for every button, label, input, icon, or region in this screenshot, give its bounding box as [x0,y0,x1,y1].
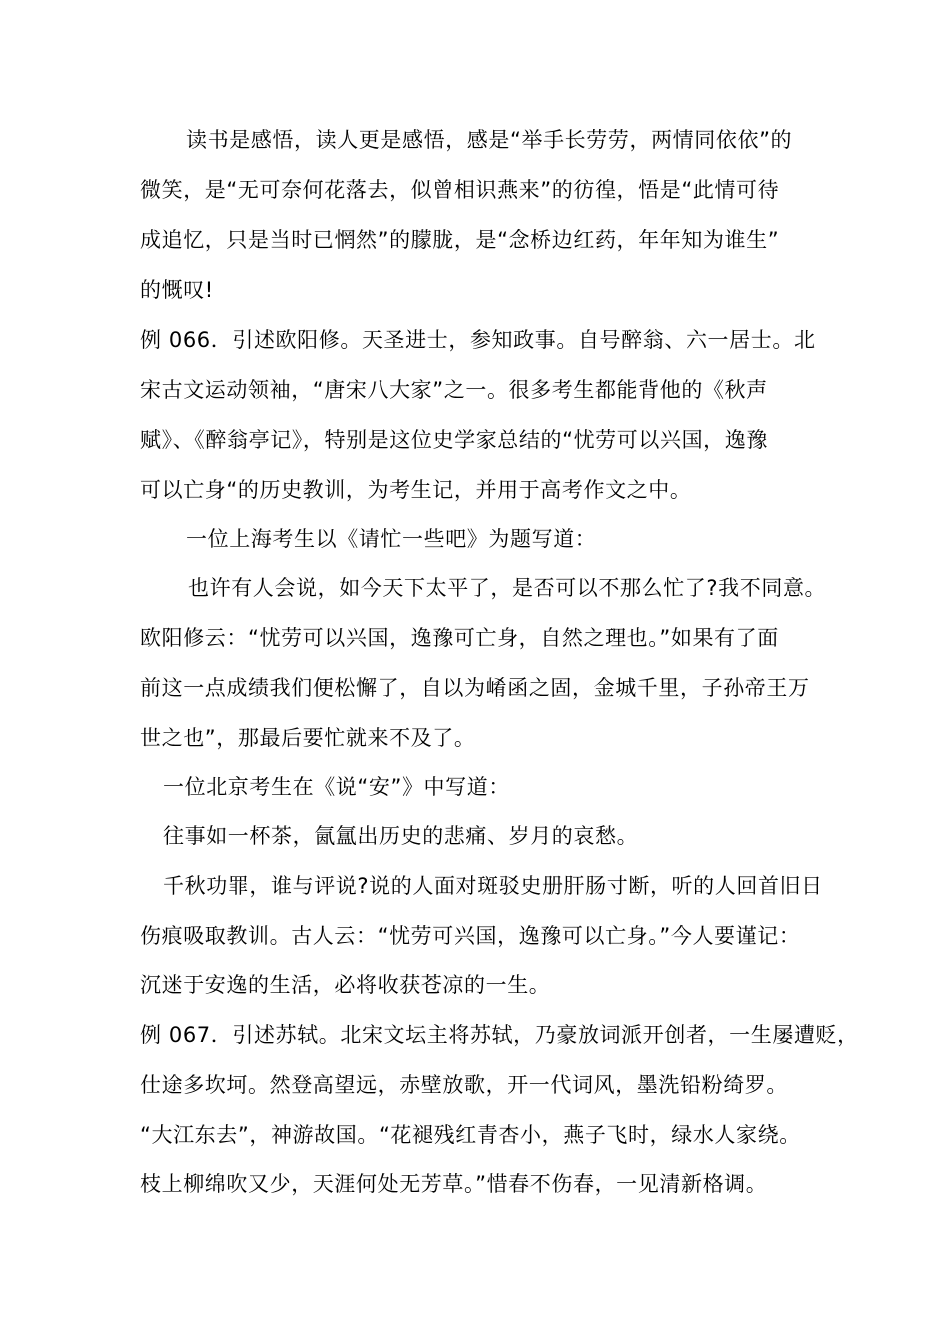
paragraph-1-line-1: 读书是感悟，读人更是感悟，感是“举手长劳劳，两情同依依”的 [186,128,793,152]
shanghai-quote-line-3: 前这一点成绩我们便松懈了，自以为崤函之固，金城千里，子孙帝王万 [140,676,810,700]
example-066-line-2: 宋古文运动领袖，“唐宋八大家”之一。很多考生都能背他的《秋声 [140,378,768,402]
shanghai-quote-line-1: 也许有人会说，如今天下太平了，是否可以不那么忙了?我不同意。 [188,576,827,600]
beijing-intro-line: 一位北京考生在《说“安”》中写道： [163,775,510,799]
example-066-line-1: 例 066．引述欧阳修。天圣进士，参知政事。自号醉翁、六一居士。北 [140,328,816,352]
shanghai-quote-line-4: 世之也”，那最后要忙就来不及了。 [140,726,476,750]
example-067-line-3: “大江东去”，神游故国。“花褪残红青杏小，燕子飞时，绿水人家绕。 [140,1123,801,1147]
beijing-quote-line-4: 沉迷于安逸的生活，必将收获苍凉的一生。 [140,973,551,997]
shanghai-quote-line-2: 欧阳修云：“忧劳可以兴国，逸豫可亡身，自然之理也。”如果有了面 [140,626,779,650]
example-066-line-3: 赋》、《醉翁亭记》，特别是这位史学家总结的“忧劳可以兴国，逸豫 [140,428,768,452]
beijing-quote-line-1: 往事如一杯茶，氤氲出历史的悲痛、岁月的哀愁。 [163,824,639,848]
example-067-line-1: 例 067．引述苏轼。北宋文坛主将苏轼，乃豪放词派开创者，一生屡遭贬， [140,1023,859,1047]
example-067-line-2: 仕途多坎坷。然登高望远，赤壁放歌，开一代词风，墨洗铅粉绮罗。 [140,1073,788,1097]
example-066-line-4: 可以亡身“的历史教训，为考生记，并用于高考作文之中。 [140,478,692,502]
beijing-quote-line-3: 伤痕吸取教训。古人云：“忧劳可兴国，逸豫可以亡身。”今人要谨记： [140,924,801,948]
shanghai-intro-line: 一位上海考生以《请忙一些吧》为题写道： [186,527,597,551]
beijing-quote-line-2: 千秋功罪，谁与评说?说的人面对斑驳史册肝肠寸断，听的人回首旧日 [163,874,823,898]
paragraph-1-line-3: 成追忆，只是当时已惘然”的朦胧，是“念桥边红药，年年知为谁生” [140,228,780,252]
paragraph-1-line-2: 微笑，是“无可奈何花落去，似曾相识燕来”的彷徨，悟是“此情可待 [140,178,780,202]
paragraph-1-line-4: 的慨叹! [140,278,214,302]
example-067-line-4: 枝上柳绵吹又少，天涯何处无芳草。”惜春不伤春，一见清新格调。 [140,1172,768,1196]
